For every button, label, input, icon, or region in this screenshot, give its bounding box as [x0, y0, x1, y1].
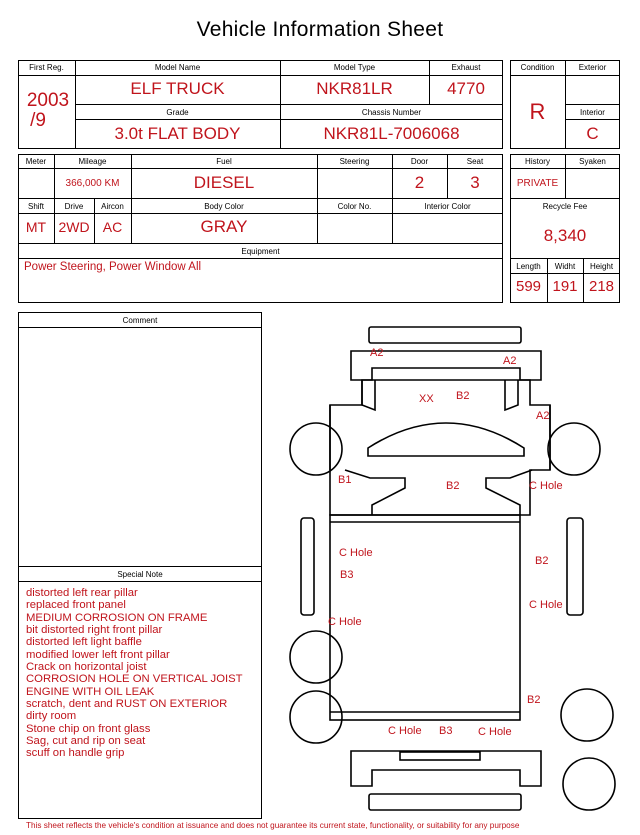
- model-name-value: ELF TRUCK: [130, 79, 225, 98]
- exhaust-label: Exhaust: [451, 63, 481, 72]
- damage-mark: A2: [370, 347, 384, 359]
- shift-label: Shift: [27, 202, 44, 211]
- first-reg-year: 2003: [26, 90, 70, 111]
- drive-label: Drive: [64, 202, 84, 211]
- model-name-label: Model Name: [154, 63, 201, 72]
- damage-mark: C Hole: [529, 480, 563, 492]
- damage-mark: B2: [456, 390, 470, 402]
- damage-mark: A2: [536, 410, 550, 422]
- grade-value: 3.0t FLAT BODY: [114, 124, 241, 143]
- history-value: PRIVATE: [516, 178, 559, 189]
- meter-label: Meter: [25, 157, 47, 166]
- model-type-label: Model Type: [333, 63, 376, 72]
- width-value: 191: [552, 278, 578, 295]
- special-note-item: replaced front panel: [26, 599, 126, 612]
- special-note-item: scratch, dent and RUST ON EXTERIOR: [26, 698, 228, 711]
- chassis-number-label: Chassis Number: [361, 108, 422, 117]
- condition-value: R: [529, 99, 546, 124]
- disclaimer-footer: This sheet reflects the vehicle's condition at issuance and does not guarantee its current state, functionality, or suitability for any purpose: [26, 821, 520, 830]
- equipment-label: Equipment: [241, 247, 280, 256]
- special-note-item: Stone chip on front glass: [26, 722, 151, 735]
- special-note-item: bit distorted right front pillar: [26, 624, 163, 637]
- interior-label: Interior: [580, 108, 605, 117]
- body-color-value: GRAY: [200, 217, 248, 236]
- mileage-value: 366,000 KM: [65, 178, 120, 189]
- aircon-value: AC: [102, 219, 123, 235]
- special-note-item: scuff on handle grip: [26, 747, 125, 760]
- seat-label: Seat: [466, 157, 484, 166]
- steering-label: Steering: [339, 157, 370, 166]
- special-note-item: Crack on horizontal joist: [26, 661, 147, 674]
- aircon-label: Aircon: [101, 202, 124, 211]
- damage-mark: B2: [527, 694, 541, 706]
- length-label: Length: [516, 262, 541, 271]
- special-note-item: distorted left rear pillar: [26, 587, 138, 599]
- length-value: 599: [515, 278, 542, 295]
- mileage-label: Mileage: [78, 157, 107, 166]
- color-no-label: Color No.: [337, 202, 372, 211]
- fuel-value: DIESEL: [193, 173, 255, 192]
- damage-mark: C Hole: [478, 726, 512, 738]
- sheet-title: Vehicle Information Sheet: [196, 18, 444, 41]
- chassis-number-value: NKR81L-7006068: [323, 124, 460, 143]
- damage-mark: B2: [446, 480, 460, 492]
- door-value: 2: [414, 173, 425, 192]
- grade-label: Grade: [166, 108, 189, 117]
- recycle-fee-value: 8,340: [543, 226, 587, 245]
- exhaust-value: 4770: [447, 79, 485, 98]
- damage-mark: B2: [535, 555, 549, 567]
- model-type-value: NKR81LR: [316, 79, 393, 98]
- damage-mark: C Hole: [529, 599, 563, 611]
- damage-mark: B3: [439, 725, 453, 737]
- syaken-label: Syaken: [579, 157, 606, 166]
- special-note-label: Special Note: [117, 570, 163, 579]
- special-note-item: Sag, cut and rip on seat: [26, 735, 146, 748]
- damage-mark: A2: [503, 355, 517, 367]
- first-reg-month: /9: [30, 110, 46, 131]
- special-note-item: CORROSION HOLE ON VERTICAL JOIST: [26, 673, 243, 686]
- seat-value: 3: [470, 173, 480, 192]
- condition-label: Condition: [520, 63, 555, 72]
- damage-mark: C Hole: [388, 725, 422, 737]
- interior-value: C: [586, 124, 599, 143]
- height-label: Height: [589, 262, 614, 271]
- damage-mark: C Hole: [339, 547, 373, 559]
- comment-label: Comment: [122, 316, 158, 325]
- damage-mark: B1: [338, 474, 352, 486]
- drive-value: 2WD: [58, 219, 90, 235]
- height-value: 218: [588, 278, 615, 295]
- shift-value: MT: [25, 219, 47, 235]
- damage-mark: B3: [340, 569, 354, 581]
- special-note-item: modified lower left front pillar: [26, 648, 170, 661]
- history-label: History: [525, 157, 550, 166]
- equipment-value: Power Steering, Power Window All: [24, 261, 202, 273]
- special-note-item: dirty room: [26, 710, 77, 723]
- special-note-item: ENGINE WITH OIL LEAK: [26, 685, 155, 698]
- special-note-item: distorted left light baffle: [26, 636, 142, 649]
- damage-mark: C Hole: [328, 616, 362, 628]
- damage-mark: XX: [419, 393, 434, 405]
- width-label: Widht: [554, 262, 576, 271]
- fuel-label: Fuel: [216, 157, 232, 166]
- first-reg-label: First Reg.: [29, 63, 64, 72]
- exterior-label: Exterior: [578, 63, 607, 72]
- special-note-item: MEDIUM CORROSION ON FRAME: [26, 611, 208, 624]
- body-color-label: Body Color: [204, 202, 244, 211]
- door-label: Door: [410, 157, 429, 166]
- interior-color-label: Interior Color: [424, 202, 471, 211]
- recycle-fee-label: Recycle Fee: [542, 202, 588, 211]
